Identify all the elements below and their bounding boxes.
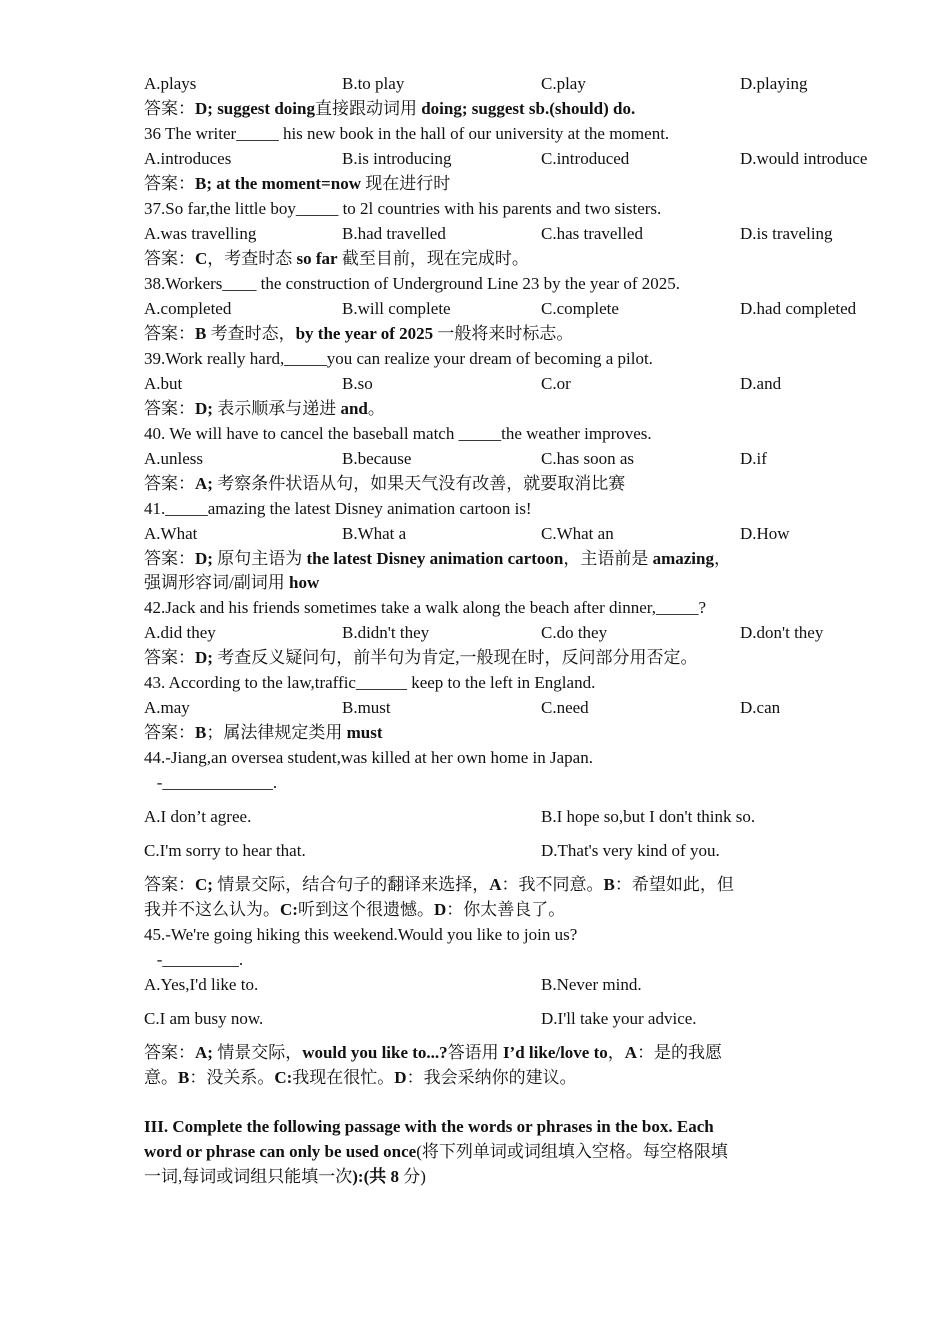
answer-key: D; bbox=[195, 549, 213, 568]
q42-option-a: A.did they bbox=[144, 623, 216, 642]
q44-option-b: B.I hope so,but I don't think so. bbox=[541, 807, 756, 826]
answer-key: the latest Disney animation cartoon bbox=[306, 549, 564, 568]
q42-options bbox=[144, 621, 904, 645]
answer-text: 考察条件状语从句，如果天气没有改善，就要取消比赛 bbox=[212, 474, 626, 493]
q42-option-b: B.didn't they bbox=[342, 623, 430, 642]
answer-text: ：是的我愿 bbox=[637, 1043, 723, 1062]
q42-option-c: C.do they bbox=[541, 623, 608, 642]
q37-option-a: A.was travelling bbox=[144, 224, 257, 243]
answer-key: C: bbox=[280, 900, 298, 919]
q40-option-a: A.unless bbox=[144, 449, 204, 468]
q44-option-c: C.I'm sorry to hear that. bbox=[144, 841, 306, 860]
answer-key: and bbox=[340, 399, 368, 418]
q37-answer bbox=[144, 247, 529, 271]
answer-prefix: 答案： bbox=[144, 324, 195, 343]
q40-answer bbox=[144, 472, 625, 496]
answer-prefix: 答案： bbox=[144, 249, 195, 268]
answer-text: ：我会采纳你的建议。 bbox=[406, 1068, 577, 1087]
answer-prefix: 答案： bbox=[144, 99, 195, 118]
answer-text: 情景交际， bbox=[212, 1043, 303, 1062]
answer-text: ：我不同意。 bbox=[501, 875, 604, 894]
q36-options bbox=[144, 147, 904, 171]
q43-option-a: A.may bbox=[144, 698, 190, 717]
answer-key: B bbox=[178, 1068, 190, 1087]
q38-option-d: D.had completed bbox=[740, 299, 857, 318]
q45-stem: 45.-We're going hiking this weekend.Would you like to join us? bbox=[144, 925, 578, 944]
q39-answer bbox=[144, 397, 385, 421]
answer-key: B bbox=[195, 324, 207, 343]
q38-answer bbox=[144, 322, 573, 346]
q40-options bbox=[144, 447, 904, 471]
q44-options-row2 bbox=[144, 839, 904, 863]
q45-options-row1 bbox=[144, 973, 904, 997]
q38-option-b: B.will complete bbox=[342, 299, 451, 318]
answer-text: ，考查时态 bbox=[207, 249, 297, 268]
q41-options bbox=[144, 522, 904, 546]
q37-stem: 37.So far,the little boy_____ to 2l countries with his parents and two sisters. bbox=[144, 199, 662, 218]
section-heading-bold: ):(共 8 bbox=[352, 1167, 399, 1186]
answer-text: 表示顺承与递进 bbox=[212, 399, 341, 418]
q38-option-a: A.completed bbox=[144, 299, 232, 318]
answer-text: 意。 bbox=[144, 1068, 178, 1087]
q45-option-d: D.I'll take your advice. bbox=[541, 1009, 697, 1028]
answer-key: C: bbox=[274, 1068, 293, 1087]
answer-text: ， bbox=[713, 549, 731, 568]
q45-blank: -_________. bbox=[144, 950, 244, 969]
q40-option-b: B.because bbox=[342, 449, 412, 468]
section-heading-text: 一词,每词或词组只能填一次 bbox=[144, 1167, 353, 1186]
answer-key: C; bbox=[195, 875, 213, 894]
q38-option-c: C.complete bbox=[541, 299, 619, 318]
answer-key: A; bbox=[195, 474, 213, 493]
q43-option-c: C.need bbox=[541, 698, 589, 717]
answer-key: D; bbox=[195, 648, 213, 667]
q39-option-d: D.and bbox=[740, 374, 782, 393]
section-heading-text: (将下列单词或词组填入空格。每空格限填 bbox=[416, 1142, 728, 1161]
answer-text: 我并不这么认为。 bbox=[144, 900, 280, 919]
answer-key: would you like to...? bbox=[302, 1043, 448, 1062]
q36-answer bbox=[144, 172, 450, 196]
answer-prefix: 答案： bbox=[144, 723, 195, 742]
q45-answer-cont bbox=[144, 1066, 577, 1090]
answer-text: ，主语前是 bbox=[563, 549, 653, 568]
answer-text: 现在进行时 bbox=[360, 174, 451, 193]
answer-key: B; at the moment=now bbox=[195, 174, 361, 193]
answer-text: 我现在很忙。 bbox=[292, 1068, 395, 1087]
q45-answer bbox=[144, 1041, 722, 1065]
answer-key: D; bbox=[195, 399, 213, 418]
q43-options bbox=[144, 696, 904, 720]
answer-text: ：希望如此，但 bbox=[614, 875, 734, 894]
q41-answer bbox=[144, 547, 731, 571]
q36-option-d: D.would introduce bbox=[740, 149, 868, 168]
answer-key: must bbox=[346, 723, 383, 742]
q36-option-a: A.introduces bbox=[144, 149, 232, 168]
answer-key: D; suggest doing bbox=[195, 99, 315, 118]
answer-key: D bbox=[394, 1068, 407, 1087]
answer-text: ；属法律规定类用 bbox=[206, 723, 347, 742]
answer-text: ：没关系。 bbox=[189, 1068, 275, 1087]
answer-key: doing; suggest sb.(should) do. bbox=[416, 99, 636, 118]
answer-key: A bbox=[489, 875, 502, 894]
q35-option-c: C.play bbox=[541, 74, 586, 93]
section-heading-text: 分) bbox=[398, 1167, 426, 1186]
q38-options bbox=[144, 297, 904, 321]
q41-option-b: B.What a bbox=[342, 524, 407, 543]
q37-options bbox=[144, 222, 904, 246]
answer-prefix: 答案： bbox=[144, 399, 195, 418]
q43-stem: 43. According to the law,traffic______ keep to the left in England. bbox=[144, 673, 596, 692]
answer-key: how bbox=[288, 573, 320, 592]
section-heading: III. Complete the following passage with the words or phrases in the box. Each bbox=[144, 1117, 714, 1136]
q37-option-b: B.had travelled bbox=[342, 224, 446, 243]
answer-text: 考查反义疑问句，前半句为肯定,一般现在时，反问部分用否定。 bbox=[212, 648, 698, 667]
answer-prefix: 答案： bbox=[144, 648, 195, 667]
q45-option-a: A.Yes,I'd like to. bbox=[144, 975, 259, 994]
q36-option-b: B.is introducing bbox=[342, 149, 452, 168]
q44-options-row1 bbox=[144, 805, 904, 829]
answer-prefix: 答案： bbox=[144, 474, 195, 493]
q44-answer-cont bbox=[144, 898, 565, 922]
q35-option-a: A.plays bbox=[144, 74, 197, 93]
q40-stem: 40. We will have to cancel the baseball match _____the weather improves. bbox=[144, 424, 652, 443]
q35-answer bbox=[144, 97, 635, 121]
answer-key: by the year of 2025 bbox=[295, 324, 434, 343]
q44-option-d: D.That's very kind of you. bbox=[541, 841, 720, 860]
section-heading-line3 bbox=[144, 1165, 426, 1189]
q40-option-d: D.if bbox=[740, 449, 767, 468]
answer-text: ：你太善良了。 bbox=[446, 900, 566, 919]
answer-text: 情景交际，结合句子的翻译来选择， bbox=[212, 875, 490, 894]
q35-option-d: D.playing bbox=[740, 74, 808, 93]
q39-options bbox=[144, 372, 904, 396]
answer-prefix: 答案： bbox=[144, 549, 195, 568]
q41-option-a: A.What bbox=[144, 524, 198, 543]
q35-options bbox=[144, 72, 904, 96]
answer-text: 。 bbox=[367, 399, 385, 418]
q44-answer bbox=[144, 873, 734, 897]
q44-blank: -_____________. bbox=[144, 773, 278, 792]
q43-option-d: D.can bbox=[740, 698, 781, 717]
answer-text: 听到这个很遗憾。 bbox=[297, 900, 434, 919]
answer-text: 一般将来时标志。 bbox=[433, 324, 574, 343]
answer-text: 考查时态， bbox=[206, 324, 296, 343]
q41-option-c: C.What an bbox=[541, 524, 614, 543]
q39-option-b: B.so bbox=[342, 374, 373, 393]
q35-option-b: B.to play bbox=[342, 74, 405, 93]
answer-key: C bbox=[195, 249, 208, 268]
answer-text: ， bbox=[607, 1043, 625, 1062]
q43-option-b: B.must bbox=[342, 698, 391, 717]
answer-key: A bbox=[624, 1043, 638, 1062]
q42-answer bbox=[144, 646, 697, 670]
answer-key: B bbox=[603, 875, 615, 894]
q39-option-c: C.or bbox=[541, 374, 571, 393]
q37-option-d: D.is traveling bbox=[740, 224, 833, 243]
q39-stem: 39.Work really hard,_____you can realize your dream of becoming a pilot. bbox=[144, 349, 653, 368]
q43-answer bbox=[144, 721, 383, 745]
answer-key: B bbox=[195, 723, 207, 742]
answer-key: I’d like/love to bbox=[502, 1043, 608, 1062]
q44-stem: 44.-Jiang,an oversea student,was killed at her own home in Japan. bbox=[144, 748, 593, 767]
answer-prefix: 答案： bbox=[144, 875, 195, 894]
answer-text: 直接跟动词用 bbox=[314, 99, 417, 118]
answer-text: 强调形容词/副词用 bbox=[144, 573, 289, 592]
q37-option-c: C.has travelled bbox=[541, 224, 643, 243]
answer-key: A; bbox=[195, 1043, 213, 1062]
q42-stem: 42.Jack and his friends sometimes take a walk along the beach after dinner,_____? bbox=[144, 598, 707, 617]
answer-text: 原句主语为 bbox=[212, 549, 307, 568]
answer-key: D bbox=[433, 900, 447, 919]
section-heading-line2 bbox=[144, 1140, 728, 1164]
answer-key: so far bbox=[296, 249, 338, 268]
q41-option-d: D.How bbox=[740, 524, 790, 543]
section-heading-bold: word or phrase can only be used once bbox=[144, 1142, 417, 1161]
q40-option-c: C.has soon as bbox=[541, 449, 635, 468]
answer-key: amazing bbox=[652, 549, 714, 568]
q36-stem: 36 The writer_____ his new book in the hall of our university at the moment. bbox=[144, 124, 670, 143]
q45-option-b: B.Never mind. bbox=[541, 975, 642, 994]
q44-option-a: A.I don’t agree. bbox=[144, 807, 252, 826]
q38-stem: 38.Workers____ the construction of Underground Line 23 by the year of 2025. bbox=[144, 274, 681, 293]
q42-option-d: D.don't they bbox=[740, 623, 824, 642]
answer-prefix: 答案： bbox=[144, 174, 195, 193]
q41-stem: 41._____amazing the latest Disney animation cartoon is! bbox=[144, 499, 532, 518]
answer-text: 答语用 bbox=[447, 1043, 503, 1062]
q41-answer-cont bbox=[144, 571, 319, 595]
q36-option-c: C.introduced bbox=[541, 149, 630, 168]
answer-prefix: 答案： bbox=[144, 1043, 195, 1062]
answer-text: 截至目前，现在完成时。 bbox=[337, 249, 529, 268]
q45-option-c: C.I am busy now. bbox=[144, 1009, 264, 1028]
q45-options-row2 bbox=[144, 1007, 904, 1031]
q39-option-a: A.but bbox=[144, 374, 183, 393]
